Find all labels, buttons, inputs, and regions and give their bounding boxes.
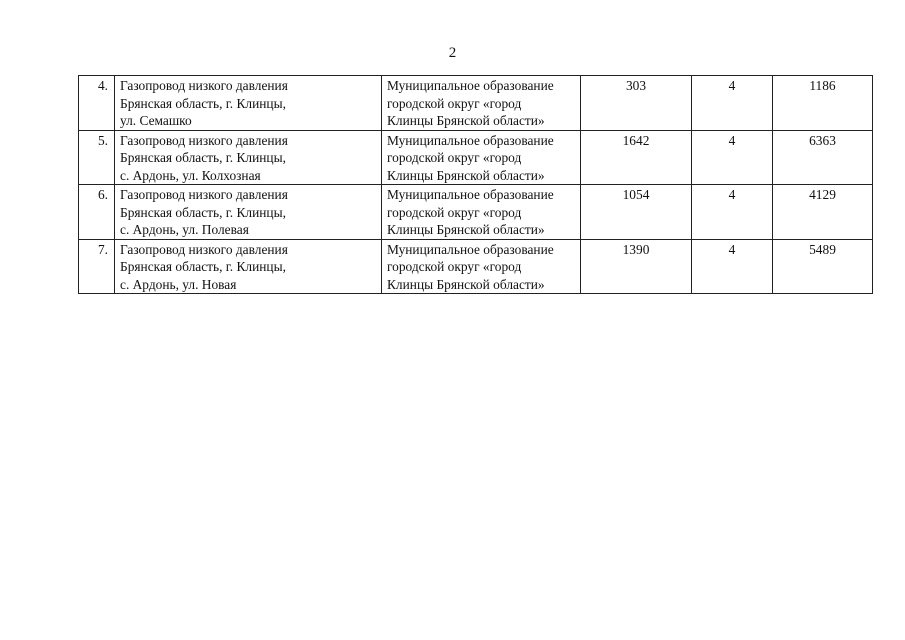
owner-name: Муниципальное образование городской округ «город Клинцы Брянской области» [382, 185, 581, 240]
owner-name: Муниципальное образование городской округ «город Клинцы Брянской области» [382, 76, 581, 131]
row-number: 6. [79, 185, 115, 240]
category-value: 4 [692, 239, 773, 294]
objects-table [78, 75, 873, 294]
area-value: 4129 [773, 185, 873, 240]
owner-name: Муниципальное образование городской округ «город Клинцы Брянской области» [382, 239, 581, 294]
table-row [79, 185, 873, 240]
object-name: Газопровод низкого давления Брянская область, г. Клинцы, с. Ардонь, ул. Новая [115, 239, 382, 294]
table-row [79, 239, 873, 294]
row-number: 4. [79, 76, 115, 131]
owner-name: Муниципальное образование городской округ «город Клинцы Брянской области» [382, 130, 581, 185]
length-value: 303 [581, 76, 692, 131]
area-value: 6363 [773, 130, 873, 185]
table-row [79, 76, 873, 131]
table-row [79, 130, 873, 185]
object-name: Газопровод низкого давления Брянская область, г. Клинцы, с. Ардонь, ул. Полевая [115, 185, 382, 240]
length-value: 1390 [581, 239, 692, 294]
category-value: 4 [692, 130, 773, 185]
length-value: 1054 [581, 185, 692, 240]
row-number: 5. [79, 130, 115, 185]
area-value: 5489 [773, 239, 873, 294]
object-name: Газопровод низкого давления Брянская область, г. Клинцы, ул. Семашко [115, 76, 382, 131]
length-value: 1642 [581, 130, 692, 185]
category-value: 4 [692, 185, 773, 240]
page-number: 2 [448, 45, 457, 61]
category-value: 4 [692, 76, 773, 131]
object-name: Газопровод низкого давления Брянская область, г. Клинцы, с. Ардонь, ул. Колхозная [115, 130, 382, 185]
area-value: 1186 [773, 76, 873, 131]
row-number: 7. [79, 239, 115, 294]
